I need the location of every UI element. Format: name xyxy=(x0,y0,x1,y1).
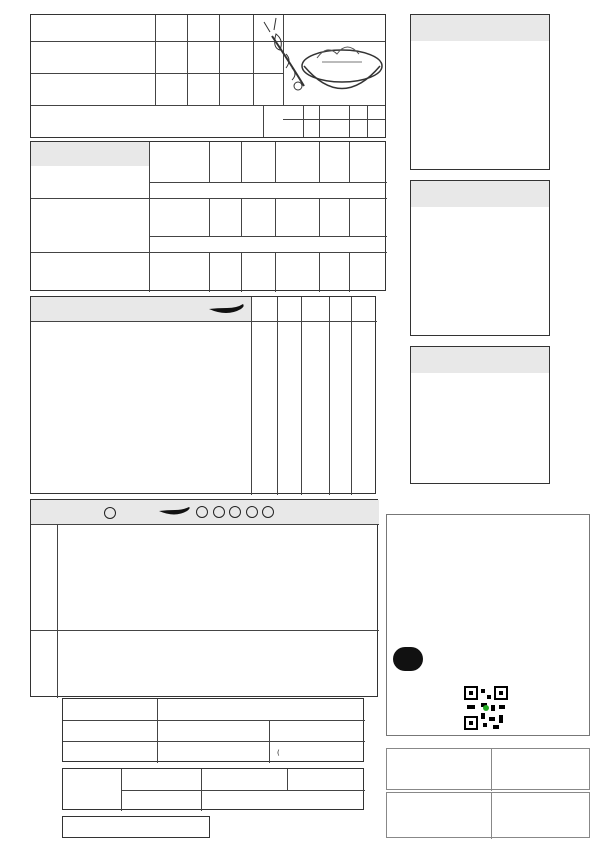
shop-info xyxy=(386,514,590,736)
qr-code-icon xyxy=(463,685,509,731)
shrimp-bowl-illustration xyxy=(262,16,386,98)
mala-section xyxy=(30,296,376,494)
takeout-box xyxy=(386,748,590,790)
dinein-box[interactable] xyxy=(386,792,590,838)
shrimp-row xyxy=(62,816,210,838)
oden-flavor xyxy=(103,505,116,519)
chili-pepper-icon xyxy=(207,303,247,317)
chili-pepper-icon xyxy=(157,506,193,518)
set-section xyxy=(30,141,386,291)
oden-extras xyxy=(62,698,364,762)
fried-section xyxy=(410,346,550,484)
oden-levels xyxy=(195,505,274,518)
extra-7: ( xyxy=(277,749,280,757)
rice-section xyxy=(410,14,550,170)
line-icon xyxy=(393,647,423,671)
oden-section xyxy=(30,499,378,697)
noodle-section xyxy=(410,180,550,336)
veg-section xyxy=(62,768,364,810)
